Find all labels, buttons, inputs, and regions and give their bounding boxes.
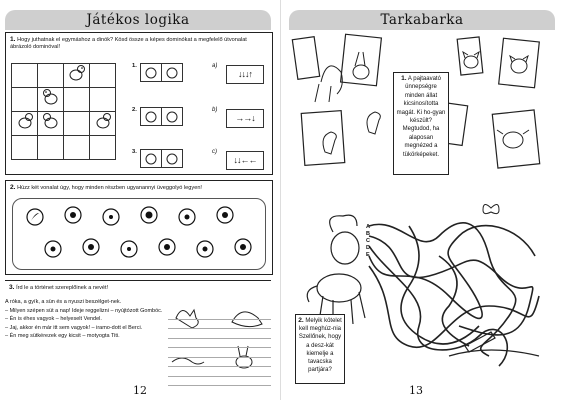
story-line: A róka, a gyík, a sün és a nyuszi beszélget-nek.	[5, 299, 122, 305]
arrow-domino-a[interactable]: ↓↓↓↑	[226, 65, 264, 84]
task1-question-box	[393, 72, 449, 175]
row1-number: 1.	[132, 63, 137, 69]
maze-ropes	[369, 223, 539, 366]
maze-label-e[interactable]: E	[366, 252, 370, 258]
left-page-header	[5, 10, 271, 30]
story-line: – Én is éhes vagyok – helyeselt Vendel.	[5, 316, 102, 323]
task3-text: Írd le a történet szereplőinek a nevét!	[16, 285, 109, 291]
story-line: – Én meg sütkérezek egy kicsit – motyogta Titi.	[5, 333, 120, 340]
marble-field[interactable]	[12, 198, 266, 270]
dinosaur-icon	[64, 64, 90, 88]
right-page	[281, 0, 562, 400]
picture-domino-3[interactable]	[140, 149, 183, 168]
dinosaur-icon	[38, 88, 64, 112]
butterfly-icon	[483, 204, 499, 213]
task2-text: Húzz két vonalat úgy, hogy minden részben ugyanannyi üveggolyó legyen!	[17, 185, 202, 191]
option-b: b)	[212, 107, 218, 113]
task3-number: 3.	[9, 284, 15, 291]
task2-instruction	[10, 184, 268, 192]
maze-label-d[interactable]: D	[366, 245, 370, 251]
maze-labels	[366, 224, 370, 259]
story-text	[5, 298, 165, 341]
task1-instruction	[10, 36, 268, 52]
task2-box	[5, 180, 273, 275]
pony-icon	[307, 215, 365, 324]
left-page-number: 12	[133, 384, 147, 397]
dinosaur-icon	[90, 112, 116, 136]
task1-box	[5, 32, 273, 175]
dinosaur-icon	[141, 108, 162, 125]
task1-text: A pajtaavató ünnepségre minden állat kicsinosította magát. Ki ho-gyan készült? Megtudod, ha alaposan megnézed a tükörképeket.	[396, 76, 446, 158]
option-c: c)	[212, 149, 217, 155]
cat-icon	[463, 52, 528, 73]
dino-grid[interactable]	[11, 63, 116, 160]
task1-text: Hogy juthatnak el egymáshoz a dinók? Kösd össze a képes dominókat a megfelelő útvonalat ábrázoló dominóval!	[10, 37, 247, 51]
dinosaur-icon	[141, 64, 162, 81]
picture-domino-2[interactable]	[140, 107, 183, 126]
option-a: a)	[212, 63, 218, 69]
maze-label-b[interactable]: B	[366, 231, 370, 237]
task2-number: 2.	[10, 184, 16, 191]
maze-label-c[interactable]: C	[366, 238, 370, 244]
picture-domino-1[interactable]	[140, 63, 183, 82]
dinosaur-icon	[38, 112, 64, 136]
marble-icon	[27, 207, 251, 257]
task2-question-box	[295, 314, 345, 384]
donkey-icon	[315, 52, 369, 102]
task1-number: 1.	[401, 75, 407, 82]
task3-instruction	[9, 284, 108, 292]
plank-icon	[449, 332, 539, 356]
task2-number: 2.	[298, 317, 304, 324]
dinosaur-icon	[162, 150, 182, 167]
task2-text: Melyik kötelet kell meghúz-nia Szellőnek, hogy a desz-kát kiemelje a tavacska partjára?	[298, 318, 342, 374]
story-line: – Jaj, akkor én már itt sem vagyok! – iramo-dott el Berci.	[5, 324, 143, 331]
arrow-domino-c[interactable]: ↓↓←←	[226, 151, 264, 170]
right-page-title: Tarkabarka	[380, 12, 464, 28]
rooster-icon	[323, 112, 380, 154]
dinosaur-icon	[162, 64, 182, 81]
answer-lines[interactable]	[168, 310, 271, 386]
maze-label-a[interactable]: A	[366, 224, 370, 230]
right-page-number: 13	[409, 384, 423, 397]
right-page-header	[289, 10, 555, 30]
row3-number: 3.	[132, 149, 137, 155]
story-line: – Milyen szépen süt a nap! Ideje reggelizni – nyújtózott Gombóc.	[5, 307, 163, 314]
dinosaur-icon	[141, 150, 162, 167]
dinosaur-icon	[162, 108, 182, 125]
dinosaur-icon	[12, 112, 38, 136]
row2-number: 2.	[132, 107, 137, 113]
cow-icon	[497, 130, 529, 148]
task1-number: 1.	[10, 36, 16, 43]
arrow-domino-b[interactable]: →→↓	[226, 109, 264, 128]
left-page-title: Játékos logika	[86, 12, 190, 28]
